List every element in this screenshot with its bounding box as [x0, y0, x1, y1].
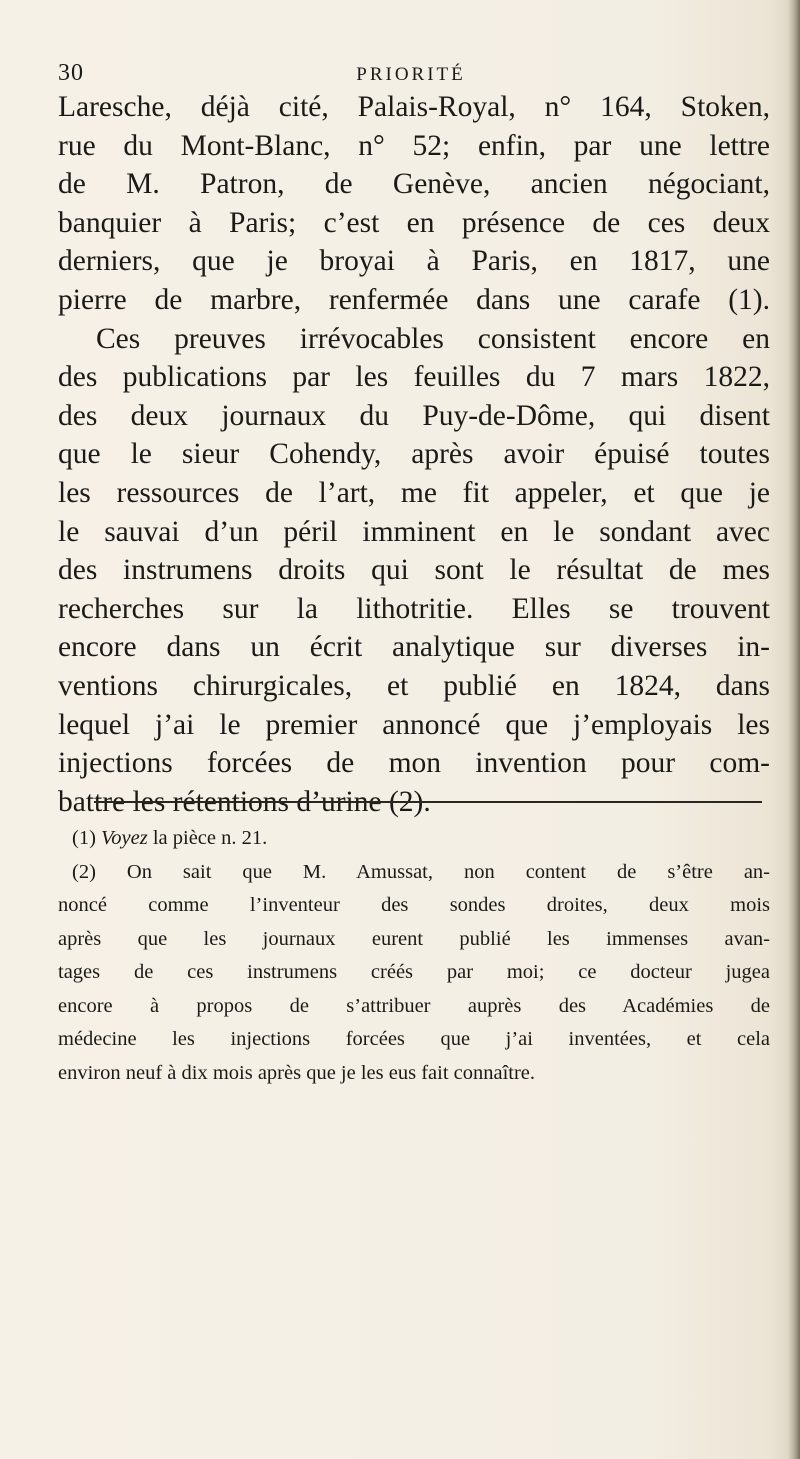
body-line: de M. Patron, de Genève, ancien négociant, — [58, 168, 770, 201]
footnote-2-line: tages de ces instrumens créés par moi; ce docteur jugea — [58, 961, 770, 983]
footnote-2-line: environ neuf à dix mois après que je les eus fait connaître. — [58, 1061, 536, 1084]
body-line: battre les rétentions d’urine (2). — [58, 785, 431, 818]
body-line: des deux journaux du Puy-de-Dôme, qui disent — [58, 399, 770, 432]
footnote-2-marker: (2) — [72, 860, 96, 883]
body-line: Laresche, déjà cité, Palais-Royal, n° 164, Stoken, — [58, 91, 770, 123]
footnote-1-italic: Voyez — [101, 827, 148, 849]
footnote-1-text: la pièce n. 21. — [147, 827, 268, 849]
body-line: des publications par les feuilles du 7 mars 1822, — [58, 361, 770, 394]
body-line: le sauvai d’un péril imminent en le sondant avec — [58, 515, 770, 548]
footnote-2-line: médecine les injections forcées que j’ai inventées, et cela — [58, 1028, 770, 1050]
body-line: rue du Mont-Blanc, n° 52; enfin, par une lettre — [58, 129, 770, 162]
body-line: Ces preuves irrévocables consistent encore en — [96, 322, 770, 355]
footnote-2-line: encore à propos de s’attribuer auprès des Académies de — [58, 994, 770, 1017]
footnote-2-line: après que les journaux eurent publié les immenses avan- — [58, 927, 770, 950]
body-line: injections forcées de mon invention pour com- — [58, 747, 770, 780]
page-edge-shadow — [788, 0, 800, 1459]
footnote-rule — [94, 801, 762, 803]
page-number: 30 — [58, 60, 84, 86]
footnote-1 — [58, 822, 770, 856]
body-line: que le sieur Cohendy, après avoir épuisé toutes — [58, 438, 770, 471]
body-line: lequel j’ai le premier annoncé que j’employais les — [58, 708, 770, 741]
body-text — [58, 88, 770, 821]
body-line: ventions chirurgicales, et publié en 1824, dans — [58, 669, 770, 702]
body-line: recherches sur la lithotritie. Elles se trouvent — [58, 592, 770, 625]
body-line: derniers, que je broyai à Paris, en 1817, une — [58, 245, 770, 278]
body-line: encore dans un écrit analytique sur diverses in- — [58, 631, 770, 664]
body-line: des instrumens droits qui sont le résultat de mes — [58, 554, 770, 587]
footnote-2-first-line — [58, 856, 770, 890]
body-line: banquier à Paris; c’est en présence de ces deux — [58, 206, 770, 239]
running-title: PRIORITÉ — [356, 64, 466, 85]
body-line: pierre de marbre, renfermée dans une carafe (1). — [58, 283, 770, 316]
footnote-2-line: On sait que M. Amussat, non content de s’être an- — [126, 860, 771, 883]
footnotes — [58, 822, 770, 1090]
footnote-2-line: noncé comme l’inventeur des sondes droites, deux mois — [58, 894, 770, 916]
footnote-1-marker: (1) — [72, 827, 96, 849]
body-line: les ressources de l’art, me fit appeler, et que je — [58, 476, 770, 509]
